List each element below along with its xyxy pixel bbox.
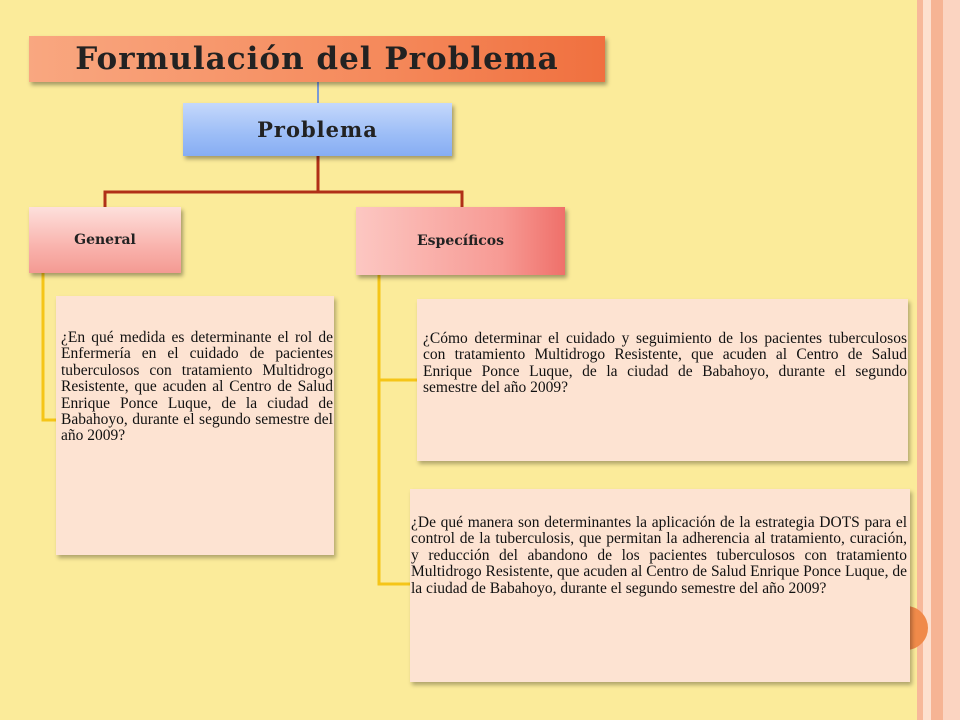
specific-question-text-2: ¿De qué manera son determinantes la aplicación de la estrategia DOTS para el control de la tuberculosis, que permitan la adherencia al tratamiento, curación, y reducción del abandono de los pacientes tuberculosos con tratamiento Multidrogo Resistente, que acuden al Centro de Salud Enrique Ponce Luque, de la ciudad de Babahoyo, durante el segundo semestre del año 2009? <box>411 514 907 597</box>
specific-question-box-1 <box>417 299 908 461</box>
page-title: Formulación del Problema <box>75 41 559 77</box>
branch-node-specific <box>356 207 565 275</box>
specific-connector <box>379 275 417 380</box>
specific-question-box-2 <box>410 489 910 682</box>
root-to-branches-connector <box>105 156 318 207</box>
root-to-branches-connector <box>318 192 462 207</box>
general-question-box <box>56 296 334 555</box>
root-node-problem <box>183 103 452 156</box>
specific-connector <box>379 380 410 584</box>
title-banner <box>29 36 605 82</box>
general-question-text: ¿En qué medida es determinante el rol de Enfermería en el cuidado de pacientes tuberculosos con tratamiento Multidrogo Resistente, que acuden al Centro de Salud Enrique Ponce Luque, de la ciudad de Babahoyo, durante el segundo semestre del año 2009? <box>61 329 333 445</box>
general-connector <box>43 273 56 420</box>
general-node-label: General <box>74 232 136 248</box>
branch-node-general <box>29 207 181 273</box>
specific-node-label: Específicos <box>416 233 504 249</box>
root-node-label: Problema <box>257 117 378 142</box>
specific-question-text-1: ¿Cómo determinar el cuidado y seguimiento de los pacientes tuberculosos con tratamiento Multidrogo Resistente, que acuden al Centro de Salud Enrique Ponce Luque, de la ciudad de Babahoyo, durante el segundo semestre del año 2009? <box>423 330 907 397</box>
